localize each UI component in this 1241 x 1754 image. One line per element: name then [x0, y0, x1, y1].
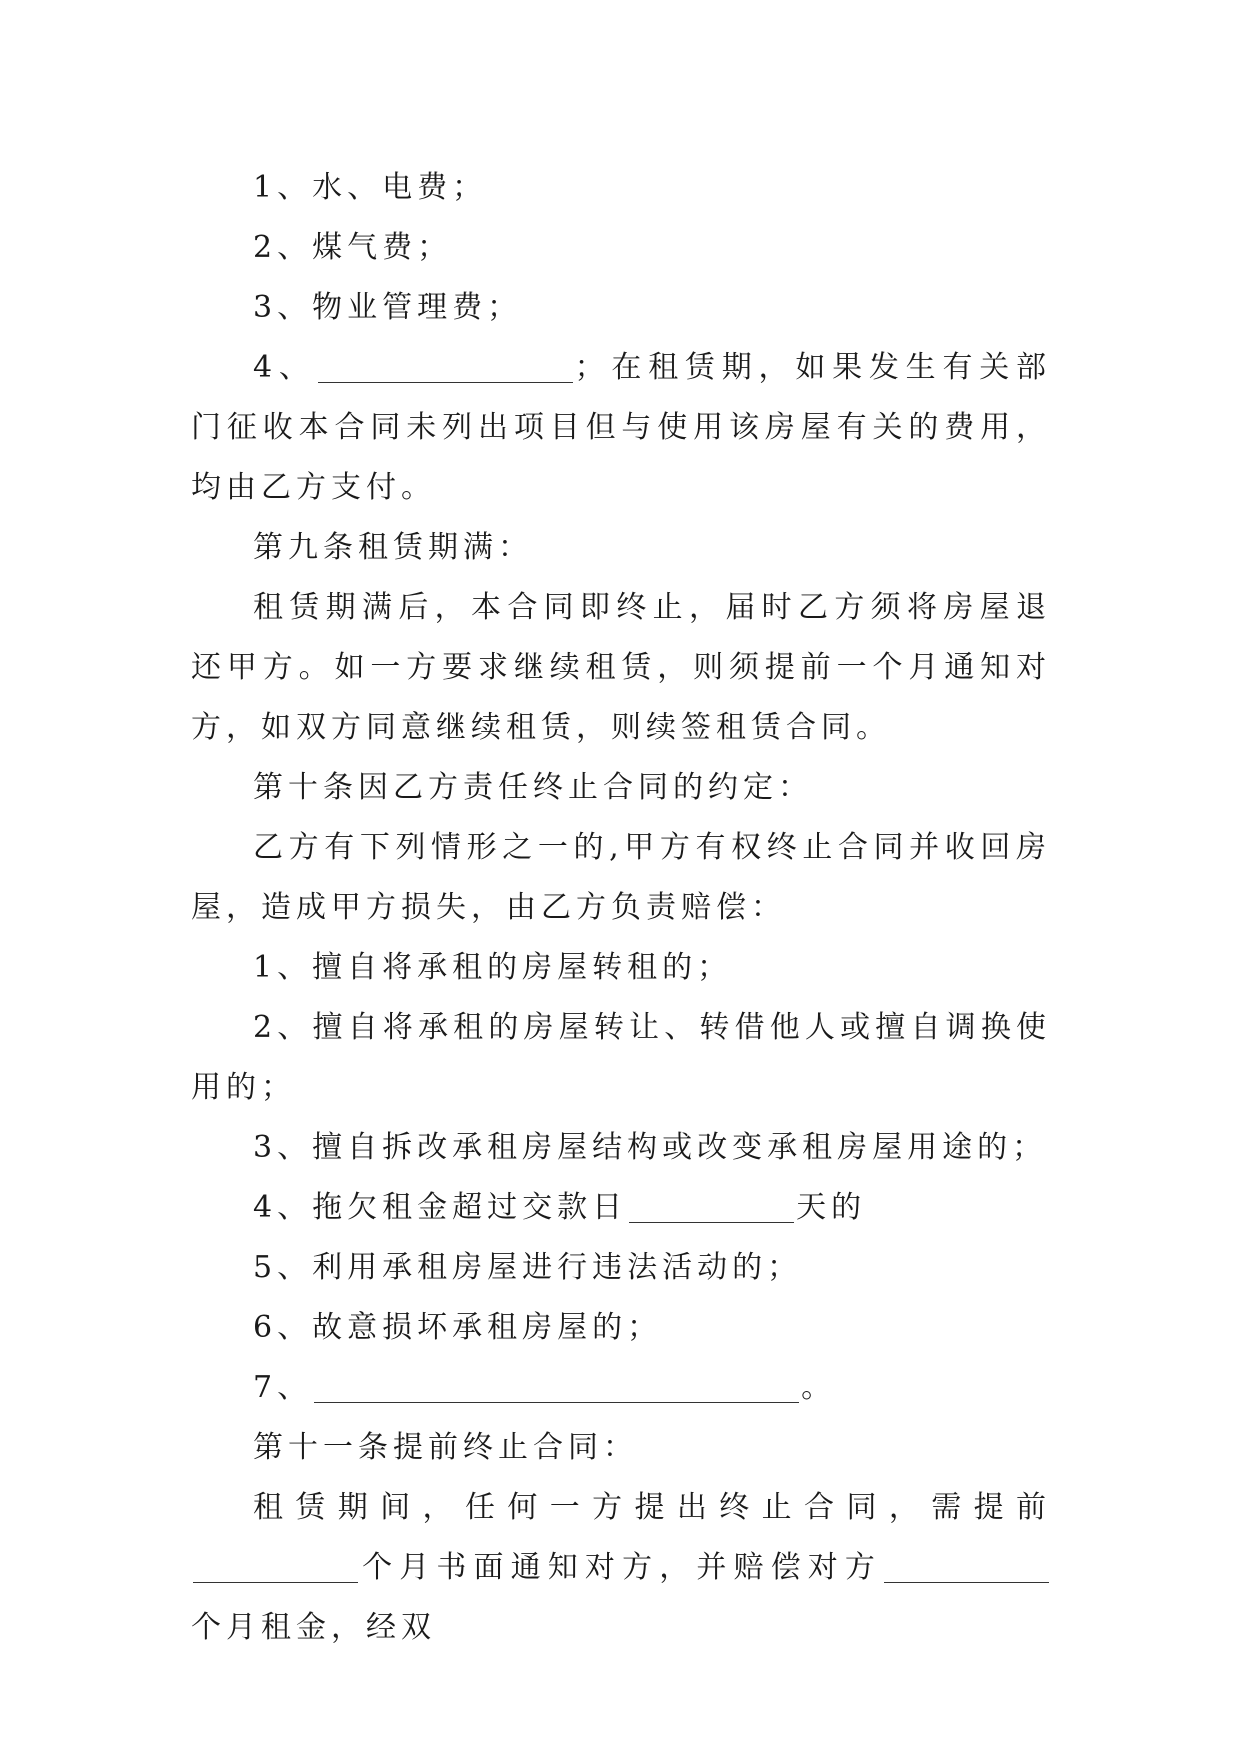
- paragraph: 1、水、电费；: [253, 170, 488, 205]
- fill-in-blank[interactable]: [884, 1550, 1049, 1583]
- paragraph: [191, 1358, 1051, 1418]
- paragraph: [191, 1178, 1051, 1238]
- paragraph: 2、擅自将承租的房屋转让、转借他人或擅自调换使用的；: [191, 1010, 1051, 1105]
- paragraph-text: 个月租金，经双: [191, 1610, 436, 1645]
- paragraph-text: 天的: [796, 1190, 867, 1225]
- section-heading: 第九条租赁期满：: [253, 530, 533, 565]
- paragraph: 租赁期满后，本合同即终止，届时乙方须将房屋退还甲方。如一方要求继续租赁，则须提前一个月通知对方，如双方同意继续租赁，则续签租赁合同。: [191, 590, 1051, 745]
- document-page: [191, 158, 1051, 1658]
- paragraph-text: 个月书面通知对方，并赔偿对方: [360, 1550, 882, 1585]
- paragraph-text: 。: [801, 1370, 837, 1405]
- fill-in-blank[interactable]: [314, 1370, 799, 1403]
- paragraph: 6、故意损坏承租房屋的；: [253, 1310, 663, 1345]
- paragraph: 3、擅自拆改承租房屋结构或改变承租房屋用途的；: [253, 1130, 1048, 1165]
- section-heading: 第十条因乙方责任终止合同的约定：: [253, 770, 813, 805]
- paragraph: [191, 1478, 1051, 1658]
- paragraph-text: 7、: [253, 1370, 313, 1405]
- fill-in-blank[interactable]: [629, 1190, 794, 1223]
- paragraph-text: ；在租赁期，如果发生有关部门征收本合同未列出项目但与使用该房屋有关的费用，均由乙方支付。: [191, 350, 1052, 505]
- paragraph: 1、擅自将承租的房屋转租的；: [253, 950, 733, 985]
- paragraph-text: 4、拖欠租金超过交款日: [253, 1190, 628, 1225]
- paragraph-text: 4、: [253, 350, 316, 385]
- paragraph-text: 租赁期间，任何一方提出终止合同，需提前: [253, 1490, 1051, 1525]
- fill-in-blank[interactable]: [193, 1550, 358, 1583]
- paragraph: 3、物业管理费；: [253, 290, 523, 325]
- paragraph: 2、煤气费；: [253, 230, 453, 265]
- section-heading: 第十一条提前终止合同：: [253, 1430, 638, 1465]
- paragraph: 5、利用承租房屋进行违法活动的；: [253, 1250, 803, 1285]
- paragraph: [191, 338, 1051, 518]
- paragraph: 乙方有下列情形之一的,甲方有权终止合同并收回房屋，造成甲方损失，由乙方负责赔偿：: [191, 830, 1051, 925]
- fill-in-blank[interactable]: [318, 350, 573, 383]
